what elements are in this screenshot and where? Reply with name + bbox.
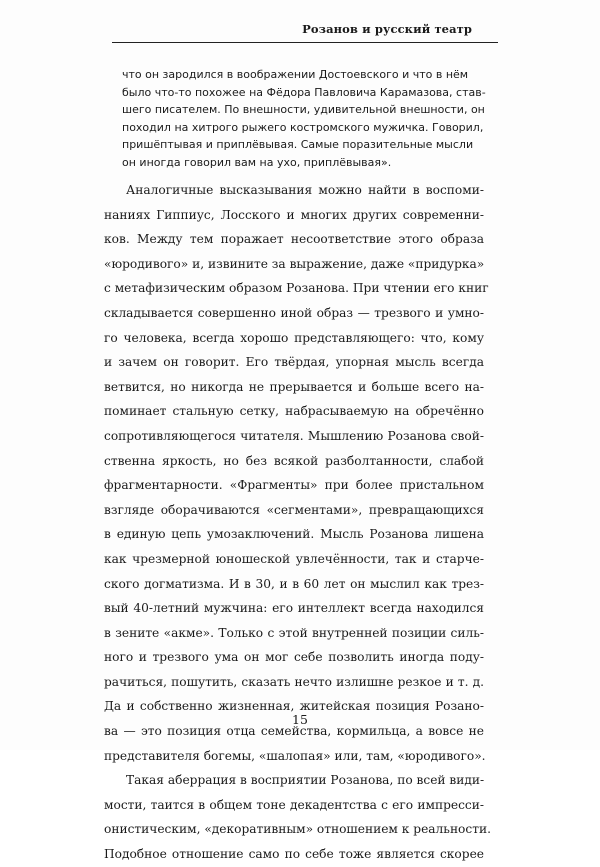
quote-line: он иногда говорил вам на ухо, приплёвывая». (122, 155, 392, 169)
text-line: ков. Между тем поражает несоответствие этого образа (104, 232, 484, 247)
quote-line: было что-то похожее на Фёдора Павловича Карамазова, став- (122, 85, 486, 99)
text-line: вый 40-летний мужчина: его интеллект всегда находился (104, 601, 484, 616)
text-line: с метафизическим образом Розанова. При чтении его книг (104, 281, 489, 296)
paragraph-first-line: Такая аберрация в восприятии Розанова, по всей види- (126, 773, 485, 788)
text-line: ветвится, но никогда не прерывается и больше всего на- (104, 379, 484, 394)
text-line: Да и собственно жизненная, житейская позиция Розано- (104, 699, 484, 714)
text-line: поминает стальную сетку, набрасываемую на обречённо (104, 404, 484, 419)
quote-line: походил на хитрого рыжего костромского мужичка. Говорил, (122, 120, 484, 134)
text-line: в единую цепь умозаключений. Мысль Розанова лишена (104, 527, 484, 542)
text-line: «юродивого» и, извините за выражение, даже «придурка» (104, 256, 485, 271)
text-line: рачиться, пошутить, сказать нечто излишне резкое и т. д. (104, 674, 484, 689)
paragraph-first-line: Аналогичные высказывания можно найти в воспоми- (126, 183, 484, 197)
text-line: Подобное отношение само по себе тоже является скорее (104, 847, 484, 862)
text-line: фрагментарности. «Фрагменты» при более пристальном (104, 478, 484, 493)
body-text (104, 178, 491, 867)
paragraph-last-line: представителя богемы, «шалопая» или, там, «юродивого». (104, 748, 486, 763)
text-line: и зачем он говорит. Его твёрдая, упорная мысль всегда (104, 355, 484, 370)
text-line: взгляде оборачиваются «сегментами», превращающихся (104, 502, 484, 517)
text-line: как чрезмерной юношеской увлечённости, так и старче- (104, 551, 484, 566)
page-number: 15 (292, 712, 308, 727)
text-line: в зените «акме». Только с этой внутренней позиции силь- (104, 625, 484, 640)
text-line: мости, таится в общем тоне декадентства с его импресси- (104, 797, 484, 812)
running-title: Розанов и русский театр (302, 22, 472, 36)
text-line: ва — это позиция отца семейства, кормильца, а вовсе не (104, 724, 484, 739)
text-line: складывается совершенно иной образ — трезвого и умно- (104, 305, 484, 320)
quote-line: что он зародился в воображении Достоевского и что в нём (122, 68, 469, 81)
text-line: ного и трезвого ума он мог себе позволить иногда поду- (104, 650, 484, 665)
text-line: го человека, всегда хорошо представляющего: что, кому (104, 330, 484, 345)
quote-line: шего писателем. По внешности, удивительной внешности, он (122, 103, 485, 117)
quote-block (122, 66, 486, 172)
text-line: онистическим, «декоративным» отношением к реальности. (104, 822, 491, 837)
text-line: сопротивляющегося читателя. Мышлению Розанова свой- (104, 428, 484, 443)
text-line: ского догматизма. И в 30, и в 60 лет он мыслил как трез- (104, 576, 484, 591)
text-line: ственна яркость, но без всякой разболтанности, слабой (104, 453, 484, 468)
running-header (112, 12, 498, 43)
quote-line: пришёптывая и приплёвывая. Самые поразительные мысли (122, 138, 474, 152)
text-line: наниях Гиппиус, Лосского и многих других современни- (104, 207, 484, 222)
